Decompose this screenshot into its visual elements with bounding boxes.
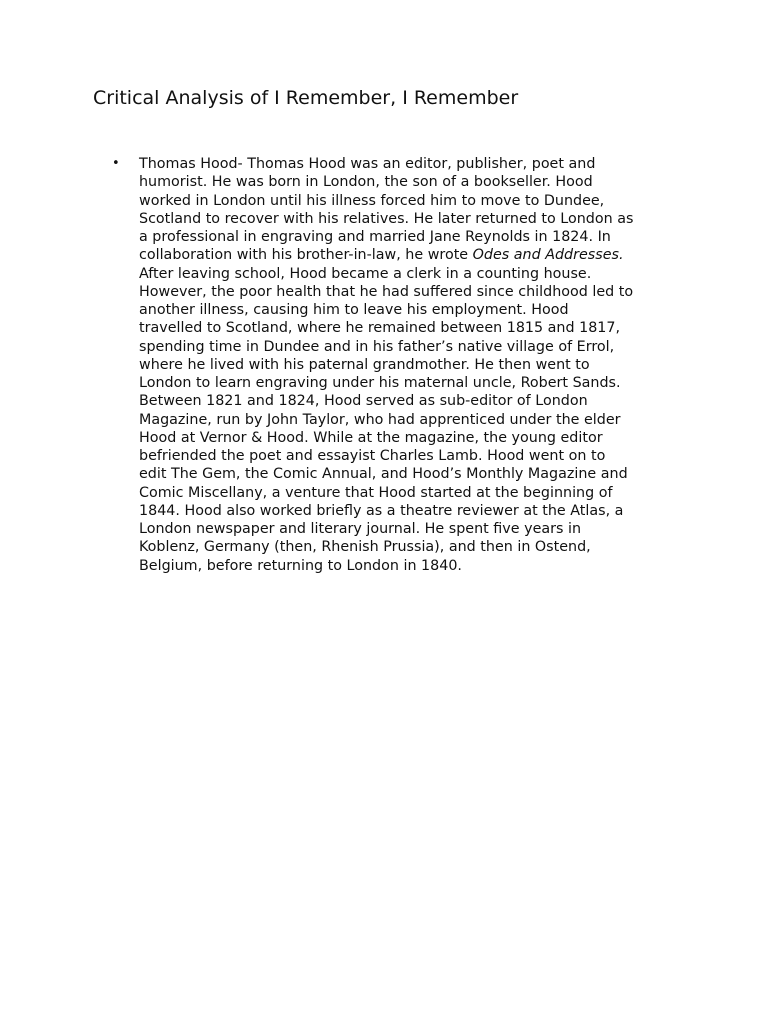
text-line: spending time in Dundee and in his father’s native village of Errol, — [139, 338, 615, 355]
text-line: London to learn engraving under his maternal uncle, Robert Sands. — [139, 375, 621, 391]
text-line: Hood at Vernor & Hood. While at the magazine, the young editor — [139, 429, 603, 446]
text-line: a professional in engraving and married Jane Reynolds in 1824. In — [139, 229, 611, 245]
text-line-with-italic — [139, 246, 660, 264]
document-title: Critical Analysis of I Remember, I Remember — [93, 87, 519, 109]
text-line-start: collaboration with his brother-in-law, he wrote — [139, 247, 473, 264]
list-item — [112, 155, 660, 575]
bullet-list — [112, 155, 660, 575]
text-line: where he lived with his paternal grandmother. He then went to — [139, 356, 590, 373]
text-line: London newspaper and literary journal. He spent five years in — [139, 521, 582, 537]
text-line: travelled to Scotland, where he remained between 1815 and 1817, — [139, 320, 621, 337]
text-line: Thomas Hood- Thomas Hood was an editor, publisher, poet and — [139, 156, 596, 172]
text-line: another illness, causing him to leave his employment. Hood — [139, 302, 569, 318]
text-line: Scotland to recover with his relatives. He later returned to London as — [139, 210, 634, 227]
text-line: worked in London until his illness forced him to move to Dundee, — [139, 192, 605, 209]
text-line: After leaving school, Hood became a clerk in a counting house. — [139, 265, 592, 282]
text-line: befriended the poet and essayist Charles Lamb. Hood went on to — [139, 448, 606, 464]
paragraph-thomas-hood — [139, 155, 660, 575]
text-line: Koblenz, Germany (then, Rhenish Prussia), and then in Ostend, — [139, 539, 591, 556]
text-line: humorist. He was born in London, the son of a bookseller. Hood — [139, 174, 593, 191]
text-line: 1844. Hood also worked briefly as a theatre reviewer at the Atlas, a — [139, 502, 624, 519]
text-line: However, the poor health that he had suffered since childhood led to — [139, 283, 634, 300]
text-line: Magazine, run by John Taylor, who had apprenticed under the elder — [139, 411, 621, 428]
text-line: Comic Miscellany, a venture that Hood started at the beginning of — [139, 484, 613, 501]
italic-book-title: Odes and Addresses. — [472, 247, 624, 264]
bullet-marker: • — [112, 156, 120, 171]
text-line: Between 1821 and 1824, Hood served as sub-editor of London — [139, 393, 588, 410]
text-line: Belgium, before returning to London in 1840. — [139, 557, 462, 574]
text-line: edit The Gem, the Comic Annual, and Hood’s Monthly Magazine and — [139, 466, 628, 483]
